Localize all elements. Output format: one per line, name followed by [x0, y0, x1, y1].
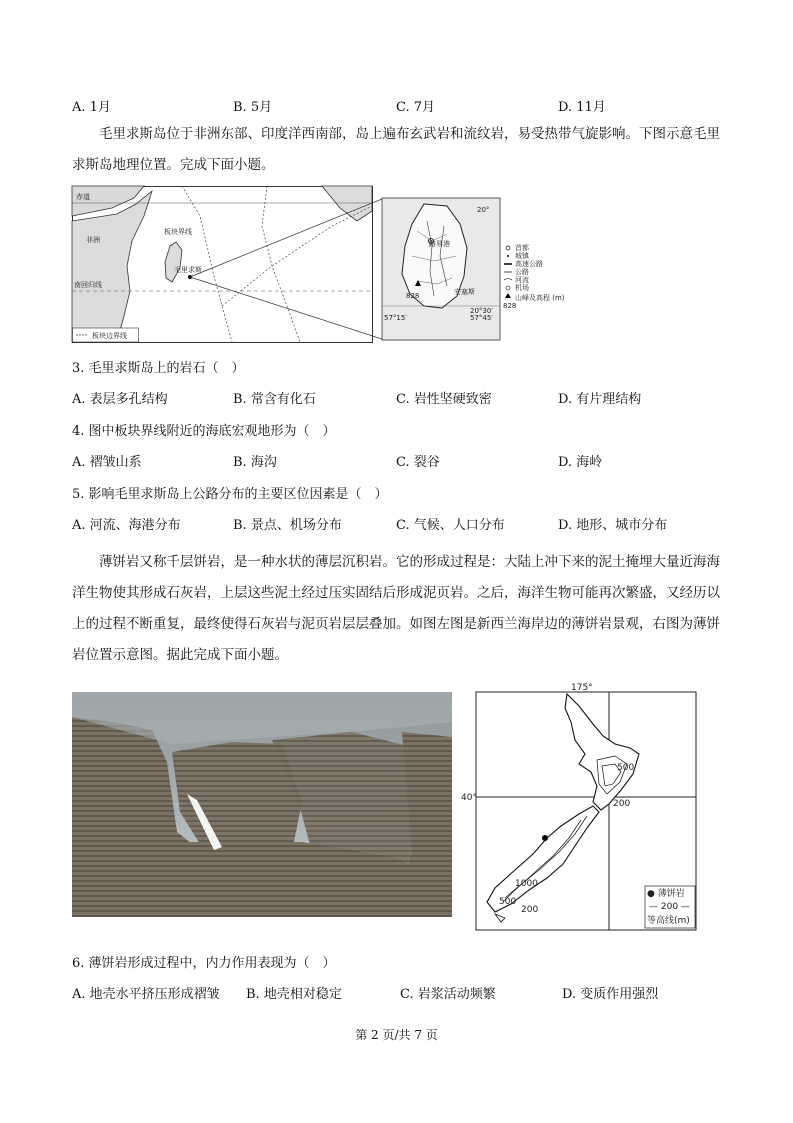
legend-river: 河流 — [515, 276, 529, 284]
q2-option-c: C. 7月 — [396, 100, 436, 115]
q4-option-c: C. 裂谷 — [396, 455, 440, 470]
legend-contour: 等高线(m) — [647, 916, 690, 926]
q5-option-b: B. 景点、机场分布 — [233, 518, 342, 533]
label-mauritius: 毛里求斯 — [174, 266, 202, 274]
contour-500-south: 500 — [499, 897, 517, 907]
pancake-rocks-photo — [72, 692, 452, 917]
q6-stem: 6. 薄饼岩形成过程中，内力作用表现为（ ） — [72, 956, 336, 971]
q3-option-a: A. 表层多孔结构 — [72, 392, 168, 407]
label-lat-2030: 20°30′ — [470, 307, 493, 315]
label-city2: 安塞斯 — [454, 288, 475, 296]
legend-pancake-rock: ● 薄饼岩 — [647, 889, 685, 899]
label-plate-boundary: 板块界线 — [164, 228, 192, 236]
q2-option-a: A. 1月 — [72, 100, 111, 115]
label-peak: 828 — [406, 292, 420, 300]
page-footer: 第 2 页/共 7 页 — [355, 1028, 438, 1042]
contour-1000: 1000 — [515, 879, 538, 889]
q5-option-d: D. 地形、城市分布 — [558, 518, 668, 533]
legend-peak-value: 828 — [503, 302, 517, 310]
legend-plate-boundary: 板块边界线 — [92, 332, 127, 340]
legend-contour-sample: — 200 — — [649, 902, 690, 912]
q2-option-d: D. 11月 — [558, 100, 606, 115]
q6-option-c: C. 岩浆活动频繁 — [400, 987, 496, 1002]
legend-highway: 高速公路 — [515, 260, 543, 268]
q5-option-c: C. 气候、人口分布 — [396, 518, 505, 533]
intro-pancake-rocks: 薄饼岩又称千层饼岩，是一种水状的薄层沉积岩。它的形成过程是：大陆上冲下来的泥土掩埋大量近海海洋生物使其形成石灰岩，上层这些泥土经过压实固结后形成泥页岩。之后，海洋生物可能再次繁盛，又经历以上的过程不断重复，最终使得石灰岩与泥页岩层层叠加。如图左图是新西兰海岸边的薄饼岩景观，右图为薄饼岩位置示意图。据此完成下面小题。 — [72, 554, 720, 663]
q5-stem: 5. 影响毛里求斯岛上公路分布的主要区位因素是（ ） — [72, 487, 388, 502]
contour-200-south: 200 — [521, 905, 539, 915]
mauritius-location-map — [72, 186, 577, 344]
label-lon-5715: 57°15′ — [384, 314, 407, 322]
contour-200-north: 200 — [613, 799, 631, 809]
legend-town: 城镇 — [515, 252, 529, 260]
q2-option-b: B. 5月 — [233, 100, 273, 115]
q4-option-b: B. 海沟 — [233, 455, 277, 470]
q5-option-a: A. 河流、海港分布 — [72, 518, 181, 533]
q4-option-d: D. 海岭 — [558, 455, 603, 470]
label-equator: 赤道 — [76, 193, 90, 201]
legend-road: 公路 — [515, 268, 529, 276]
q6-option-b: B. 地壳相对稳定 — [246, 987, 342, 1002]
new-zealand-map — [461, 678, 700, 934]
label-tropic: 南回归线 — [74, 281, 102, 289]
q3-stem: 3. 毛里求斯岛上的岩石（ ） — [72, 361, 245, 376]
q6-option-d: D. 变质作用强烈 — [562, 987, 659, 1002]
q3-option-d: D. 有片理结构 — [558, 392, 642, 407]
legend-capital: 首都 — [515, 244, 529, 252]
label-port-louis: 路易港 — [429, 240, 450, 248]
label-lon-5745: 57°45′ — [470, 314, 493, 322]
legend-airport: 机场 — [515, 284, 529, 292]
q3-option-c: C. 岩性坚硬致密 — [396, 392, 492, 407]
label-africa: 非洲 — [86, 236, 100, 244]
legend-peak: 山峰及高程 (m) — [515, 294, 565, 302]
q4-stem: 4. 图中板块界线附近的海底宏观地形为（ ） — [72, 424, 336, 439]
label-lat-20: 20° — [477, 206, 490, 214]
q3-option-b: B. 常含有化石 — [233, 392, 316, 407]
label-lon-175: 175° — [571, 683, 593, 693]
intro-mauritius: 毛里求斯岛位于非洲东部、印度洋西南部，岛上遍布玄武岩和流纹岩，易受热带气旋影响。下图示意毛里求斯岛地理位置。完成下面小题。 — [72, 126, 720, 173]
label-lat-40: 40° — [461, 793, 477, 803]
contour-500-north: 500 — [617, 763, 635, 773]
q4-option-a: A. 褶皱山系 — [72, 455, 142, 470]
q6-option-a: A. 地壳水平挤压形成褶皱 — [72, 987, 220, 1002]
